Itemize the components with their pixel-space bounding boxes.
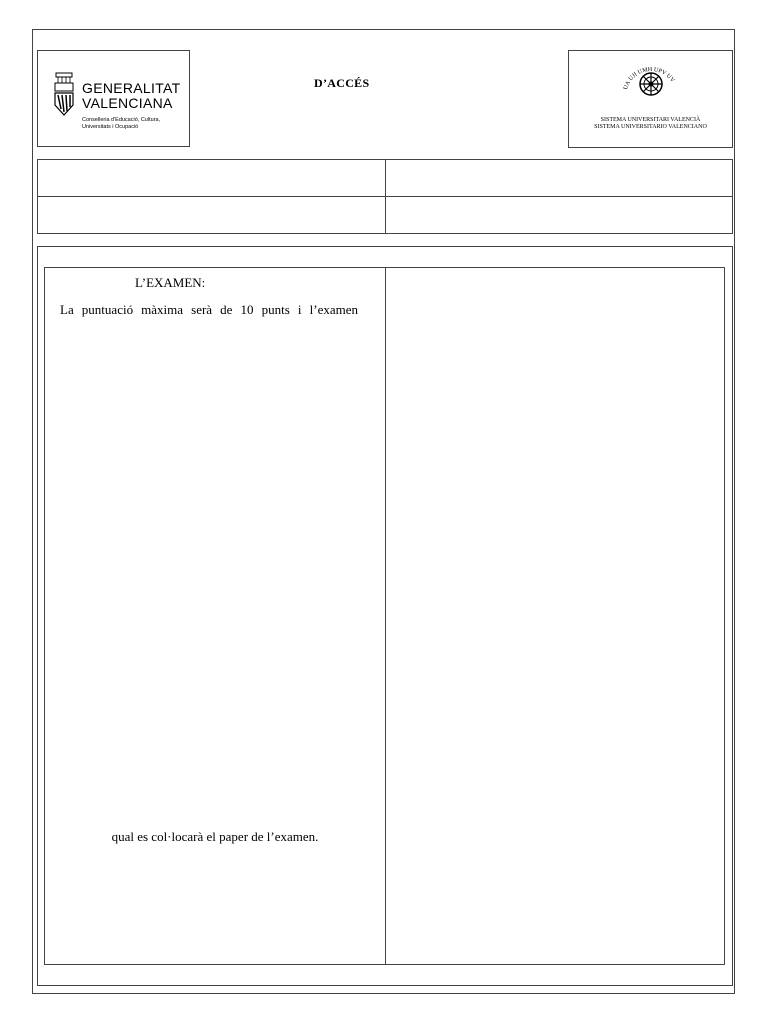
document-title: D’ACCÉS [314,76,370,90]
seal-caption-line1: SISTEMA UNIVERSITARI VALENCIÀ [600,117,701,123]
table-cell [38,197,386,234]
gva-shield-icon [53,71,75,123]
info-table [37,159,733,234]
exam-text-line1: La puntuació màxima serà de 10 punts i l’examen [60,302,358,317]
seal-caption-line2: SISTEMA UNIVERSITARIO VALENCIANO [594,124,707,130]
column-divider [385,268,386,964]
sistema-universitari-logo [568,50,733,148]
gva-subtitle: Conselleria d'Educació, Cultura, Universitats i Ocupació [82,117,161,130]
table-cell [385,160,733,197]
exam-section-inner-box [44,267,725,965]
seal-letters: UA UJI UMH UPV UV [622,66,676,91]
table-row [38,197,733,234]
generalitat-valenciana-logo [37,50,190,147]
exam-text-line2: qual es col·locarà el paper de l’examen. [111,829,319,844]
exam-left-column [45,268,385,964]
svg-text:UA UJI UMH UPV UV [623,67,676,91]
gva-title: GENERALITAT VALENCIANA [82,80,181,111]
university-seal-icon [616,54,686,116]
table-cell [38,160,386,197]
table-row [38,160,733,197]
exam-heading: L’EXAMEN: [135,275,206,290]
table-cell [385,197,733,234]
